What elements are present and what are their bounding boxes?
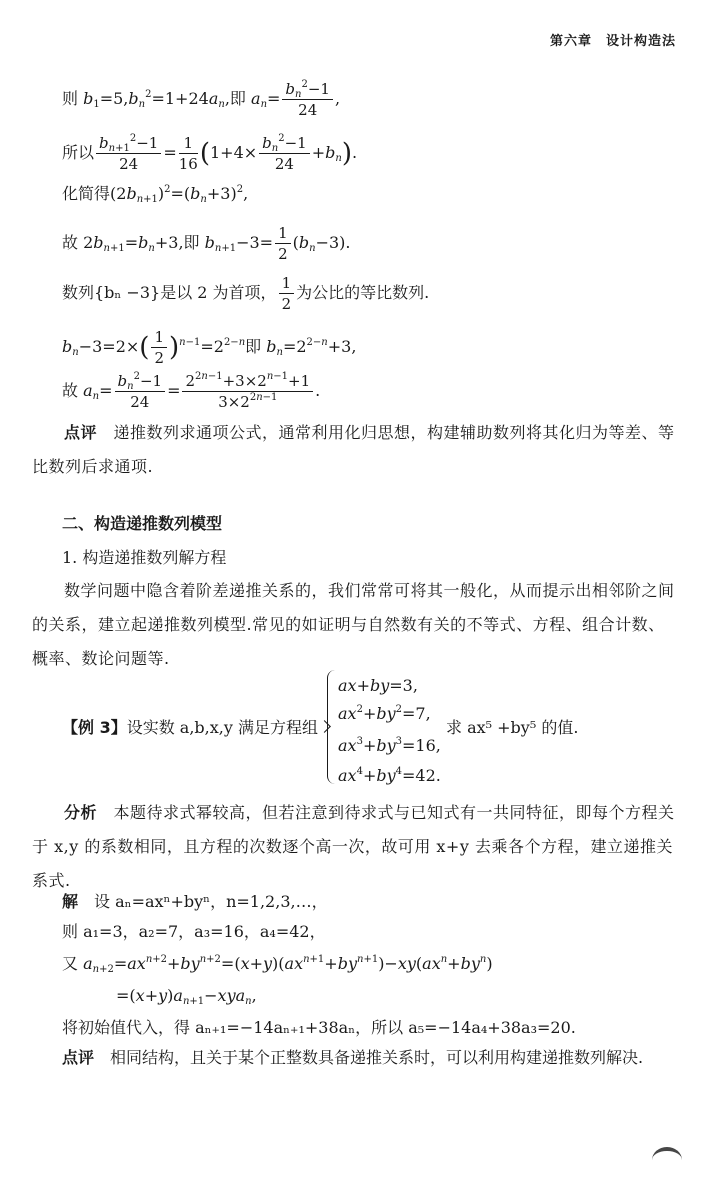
formula-line-6: $b_n-3=2\times$( $\frac{1}{2}$ )$^{n-1}=2^{2-n}$即 $b_n=2^{2-n}+3$, xyxy=(62,328,357,367)
solution-line-4: $=(x+y)a_{n+1}-xya_n$, xyxy=(116,986,257,1007)
page-corner-decoration xyxy=(652,1147,682,1173)
solution-line-3: 又 $a_{n+2}=ax^{n+2}+by^{n+2}=(x+y)(ax^{n+1}+by^{n+1})-xy(ax^n+by^n)$ xyxy=(62,954,493,975)
solution-line-5: 将初始值代入，得 aₙ₊₁=−14aₙ₊₁+38aₙ，所以 a₅=−14a₄+38a₃=20. xyxy=(62,1018,576,1037)
formula-line-4: 故 $2b_{n+1}=b_n+3$,即 $b_{n+1}-3=$ $\frac{1}{2}$ $(b_n-3)$. xyxy=(62,224,351,263)
analysis-paragraph: 分析 本题待求式幂较高，但若注意到待求式与已知式有一共同特征，即每个方程关于 x,y 的系数相同，且方程的次数逐个高一次，故可用 x+y 去乘各个方程，建立递推关系式. xyxy=(32,803,675,890)
formula-line-5: 数列{bₙ −3}是以 2 为首项， $\frac{1}{2}$ 为公比的等比数列. xyxy=(62,274,430,313)
equation-1: ax+by=3, xyxy=(338,676,418,695)
section-title: 二、构造递推数列模型 xyxy=(62,514,223,533)
chapter-header: 第六章 设计构造法 xyxy=(549,34,676,49)
intro-paragraph: 数学问题中隐含着阶差递推关系的，我们常常可将其一般化，从而提示出相邻阶之间的关系，建立起递推数列模型.常见的如证明与自然数有关的不等式、方程、组合计数、概率、数论问题等. xyxy=(32,581,675,668)
example-3-question: 求 ax⁵ +by⁵ 的值. xyxy=(446,718,579,737)
solution-line-1: 解 设 aₙ=axⁿ+byⁿ，n=1,2,3,…， xyxy=(62,892,328,911)
equation-3: $ax^3+by^3=16$, xyxy=(338,736,441,755)
equation-system-brace xyxy=(327,670,336,784)
formula-line-7: 故 $a_n=$ $\frac{b_n^2-1}{24}$ = $\frac{2^{2n-1}+3\times 2^{n-1}+1}{3\times 2^{2n-1}}$ . xyxy=(62,371,321,411)
solution-line-2: 则 a₁=3，a₂=7，a₃=16，a₄=42， xyxy=(62,922,326,941)
review-paragraph-2: 点评 相同结构，且关于某个正整数具备递推关系时，可以利用构建递推数列解决. xyxy=(62,1048,644,1067)
equation-2: $ax^2+by^2=7$, xyxy=(338,704,431,723)
formula-line-3: 化简得$(2b_{n+1})^2=(b_n+3)^2$, xyxy=(62,184,249,205)
formula-line-1: 则 $b_1=5,b_n^2=1+24a_n$,即 $a_n=$ $\frac{b_n^2-1}{24}$ , xyxy=(62,79,341,119)
formula-line-2: 所以 $\frac{b_{n+1}^2-1}{24}$ = $\frac{1}{16}$ (1+4× $\frac{b_n^2-1}{24}$ $+b_n$). xyxy=(62,133,358,173)
review-paragraph-1: 点评 递推数列求通项公式，通常利用化归思想，构建辅助数列将其化归为等差、等比数列后求通项. xyxy=(32,423,675,476)
equation-4: $ax^4+by^4=42$. xyxy=(338,766,441,785)
example-3-line: 【例 3】设实数 a,b,x,y 满足方程组 xyxy=(62,718,318,737)
section-subtitle: 1. 构造递推数列解方程 xyxy=(62,548,227,567)
